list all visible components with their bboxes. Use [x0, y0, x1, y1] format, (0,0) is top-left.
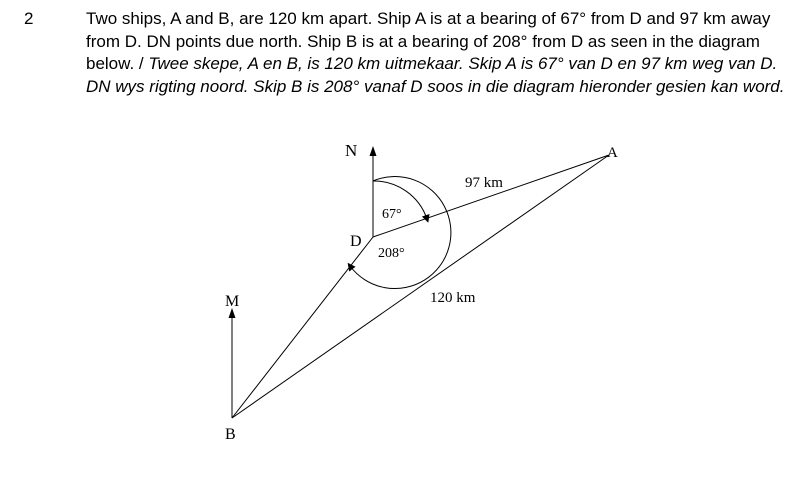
- label-a: A: [607, 145, 618, 161]
- north-arrow-n: [370, 146, 377, 156]
- question-text-afrikaans: Twee skepe, A en B, is 120 km uitmekaar. Skip A is 67° van D en 97 km weg van D. DN wys rigting noord. Skip B is 208° vanaf D soos in die diagram hieronder gesien kan word.: [86, 54, 785, 96]
- label-angle-208: 208°: [378, 246, 405, 261]
- question-number: 2: [24, 9, 34, 28]
- label-d: D: [350, 233, 362, 250]
- line-d-to-b: [232, 237, 373, 418]
- label-distance-97km: 97 km: [465, 175, 503, 191]
- question-text-english: Two ships, A and B, are 120 km apart. Ship A is at a bearing of 67° from D and 97 km away from D. DN points due north. Ship B is at a bearing of 208° from D as seen in the diagram below.: [86, 9, 771, 73]
- question-text-separator: /: [134, 54, 149, 73]
- label-distance-120km: 120 km: [430, 290, 476, 306]
- label-angle-67: 67°: [382, 207, 402, 222]
- arc-208-degrees: [350, 177, 451, 289]
- label-b: B: [225, 426, 236, 443]
- label-n: N: [345, 141, 358, 160]
- line-d-to-a: [373, 155, 609, 237]
- label-m: M: [225, 293, 240, 310]
- line-a-to-b: [232, 155, 609, 418]
